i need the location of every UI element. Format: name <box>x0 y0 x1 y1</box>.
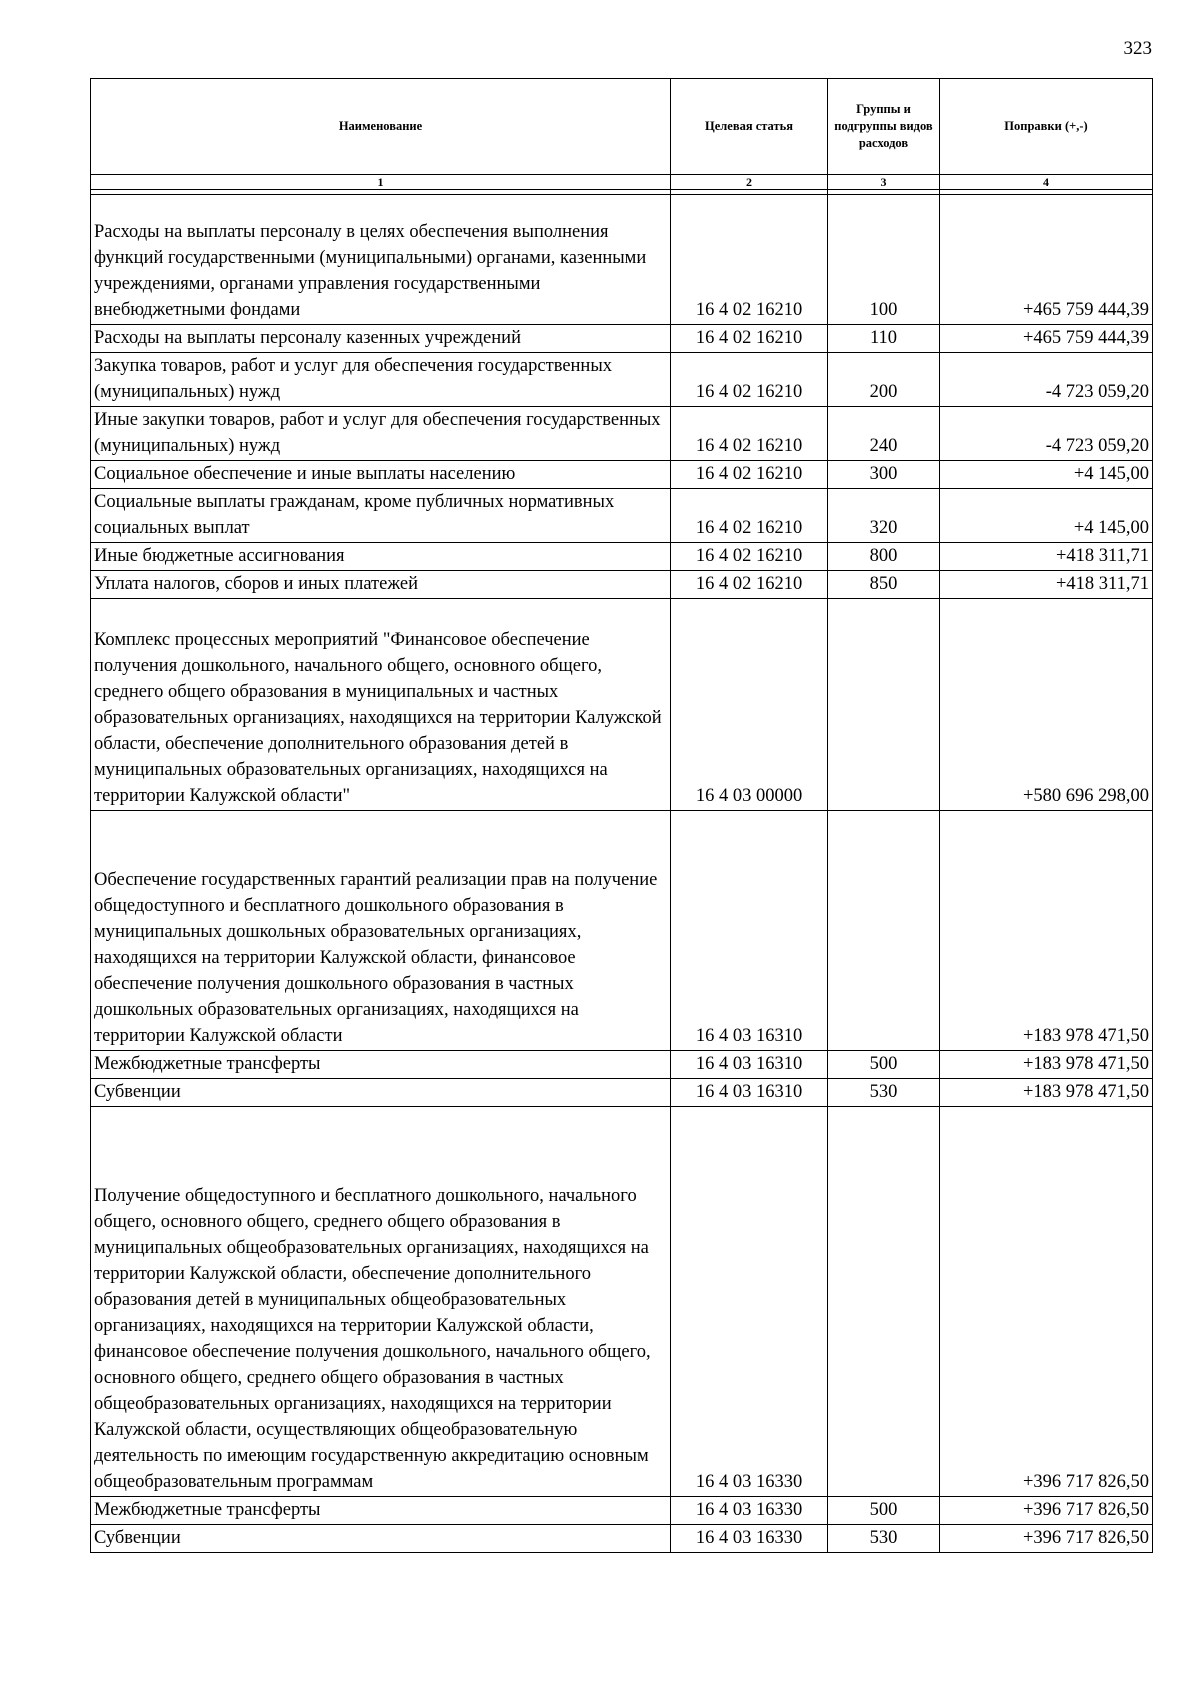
row-name: Расходы на выплаты персоналу казенных учреждений <box>91 325 671 353</box>
row-amount: +396 717 826,50 <box>940 1497 1153 1525</box>
row-group: 320 <box>828 489 940 543</box>
row-name: Иные бюджетные ассигнования <box>91 543 671 571</box>
row-amount: +183 978 471,50 <box>940 1051 1153 1079</box>
row-amount: +418 311,71 <box>940 571 1153 599</box>
row-amount: -4 723 059,20 <box>940 353 1153 407</box>
row-group: 300 <box>828 461 940 489</box>
row-group: 530 <box>828 1079 940 1107</box>
row-code: 16 4 02 16210 <box>671 461 828 489</box>
table-row <box>91 811 1153 1051</box>
row-amount: +4 145,00 <box>940 489 1153 543</box>
table-row <box>91 599 1153 811</box>
row-name: Иные закупки товаров, работ и услуг для обеспечения государственных (муниципальных) нужд <box>91 407 671 461</box>
row-group <box>828 811 940 1051</box>
row-group: 110 <box>828 325 940 353</box>
row-amount: +465 759 444,39 <box>940 195 1153 325</box>
row-amount: +183 978 471,50 <box>940 1079 1153 1107</box>
row-name: Межбюджетные трансферты <box>91 1051 671 1079</box>
table-row <box>91 195 1153 325</box>
row-group: 200 <box>828 353 940 407</box>
column-number: 1 <box>91 175 671 190</box>
row-amount: +396 717 826,50 <box>940 1525 1153 1553</box>
row-group: 100 <box>828 195 940 325</box>
header-amendments: Поправки (+,-) <box>940 79 1153 175</box>
row-group: 500 <box>828 1051 940 1079</box>
row-amount: +183 978 471,50 <box>940 811 1153 1051</box>
row-name: Социальные выплаты гражданам, кроме публичных нормативных социальных выплат <box>91 489 671 543</box>
table-row <box>91 461 1153 489</box>
header-target-article: Целевая статья <box>671 79 828 175</box>
table-row <box>91 571 1153 599</box>
row-code: 16 4 03 16310 <box>671 811 828 1051</box>
row-code: 16 4 02 16210 <box>671 489 828 543</box>
row-code: 16 4 02 16210 <box>671 353 828 407</box>
row-name: Субвенции <box>91 1525 671 1553</box>
row-name: Комплекс процессных мероприятий "Финансовое обеспечение получения дошкольного, начального общего, основного общего, среднего общего образования в муниципальных и частных образовательных организациях, находящихся на территории Калужской области, обеспечение дополнительного образования детей в муниципальных образовательных организациях, находящихся на территории Калужской области" <box>91 599 671 811</box>
table-row <box>91 1051 1153 1079</box>
row-amount: +4 145,00 <box>940 461 1153 489</box>
row-group: 530 <box>828 1525 940 1553</box>
header-name: Наименование <box>91 79 671 175</box>
table-row <box>91 1525 1153 1553</box>
row-name: Социальное обеспечение и иные выплаты населению <box>91 461 671 489</box>
row-group: 800 <box>828 543 940 571</box>
row-code: 16 4 03 00000 <box>671 599 828 811</box>
column-number: 4 <box>940 175 1153 190</box>
row-group: 500 <box>828 1497 940 1525</box>
table-row <box>91 1497 1153 1525</box>
row-code: 16 4 03 16330 <box>671 1525 828 1553</box>
row-group <box>828 1107 940 1497</box>
row-amount: -4 723 059,20 <box>940 407 1153 461</box>
budget-table <box>90 78 1153 1553</box>
row-group: 850 <box>828 571 940 599</box>
row-amount: +396 717 826,50 <box>940 1107 1153 1497</box>
row-group <box>828 599 940 811</box>
row-code: 16 4 03 16330 <box>671 1497 828 1525</box>
table-row <box>91 1107 1153 1497</box>
row-name: Субвенции <box>91 1079 671 1107</box>
header-expense-groups: Группы и подгруппы видов расходов <box>828 79 940 175</box>
row-amount: +418 311,71 <box>940 543 1153 571</box>
table-row <box>91 1079 1153 1107</box>
header-row <box>91 79 1153 175</box>
column-number: 3 <box>828 175 940 190</box>
page-number: 323 <box>1123 38 1152 59</box>
row-name: Межбюджетные трансферты <box>91 1497 671 1525</box>
column-number: 2 <box>671 175 828 190</box>
table-row <box>91 543 1153 571</box>
row-code: 16 4 02 16210 <box>671 571 828 599</box>
row-amount: +580 696 298,00 <box>940 599 1153 811</box>
table-row <box>91 353 1153 407</box>
row-code: 16 4 03 16310 <box>671 1079 828 1107</box>
row-name: Расходы на выплаты персоналу в целях обеспечения выполнения функций государственными (муниципальными) органами, казенными учреждениями, органами управления государственными внебюджетными фондами <box>91 195 671 325</box>
row-code: 16 4 02 16210 <box>671 543 828 571</box>
row-code: 16 4 02 16210 <box>671 195 828 325</box>
row-code: 16 4 03 16310 <box>671 1051 828 1079</box>
row-name: Уплата налогов, сборов и иных платежей <box>91 571 671 599</box>
row-code: 16 4 02 16210 <box>671 407 828 461</box>
row-name: Закупка товаров, работ и услуг для обеспечения государственных (муниципальных) нужд <box>91 353 671 407</box>
row-amount: +465 759 444,39 <box>940 325 1153 353</box>
column-number-row <box>91 175 1153 190</box>
row-code: 16 4 02 16210 <box>671 325 828 353</box>
row-name: Получение общедоступного и бесплатного дошкольного, начального общего, основного общего, среднего общего образования в муниципальных общеобразовательных организациях, находящихся на территории Калужской области, обеспечение дополнительного образования детей в муниципальных общеобразовательных организациях, находящихся на территории Калужской области, финансовое обеспечение получения дошкольного, начального общего, основного общего, среднего общего образования в частных общеобразовательных организациях, находящихся на территории Калужской области, осуществляющих общеобразовательную деятельность по имеющим государственную аккредитацию основным общеобразовательным программам <box>91 1107 671 1497</box>
row-name: Обеспечение государственных гарантий реализации прав на получение общедоступного и бесплатного дошкольного образования в муниципальных дошкольных образовательных организациях, находящихся на территории Калужской области, финансовое обеспечение получения дошкольного образования в частных дошкольных образовательных организациях, находящихся на территории Калужской области <box>91 811 671 1051</box>
table-row <box>91 325 1153 353</box>
row-code: 16 4 03 16330 <box>671 1107 828 1497</box>
row-group: 240 <box>828 407 940 461</box>
table-row <box>91 489 1153 543</box>
table-row <box>91 407 1153 461</box>
